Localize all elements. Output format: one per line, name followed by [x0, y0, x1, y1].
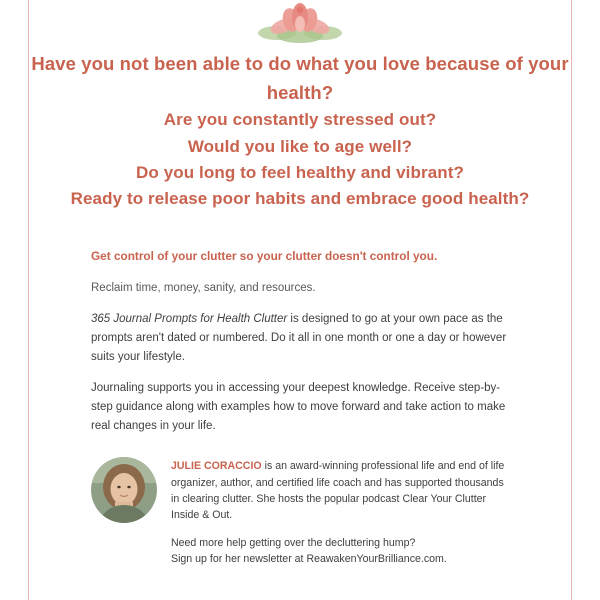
product-description-paragraph	[91, 310, 509, 366]
headline-5: Ready to release poor habits and embrace good health?	[70, 189, 530, 209]
bio-text-block	[171, 457, 509, 567]
cta-line-1: Need more help getting over the decluttering hump?	[171, 536, 416, 549]
avatar	[91, 457, 157, 523]
lead-paragraph: Get control of your clutter so your clutter doesn't control you.	[91, 248, 438, 263]
bio-description-paragraph	[171, 458, 509, 524]
author-bio-block	[91, 457, 509, 567]
reclaim-paragraph: Reclaim time, money, sanity, and resources.	[91, 281, 316, 294]
headline-3: Would you like to age well?	[187, 136, 413, 156]
headline-block	[0, 50, 600, 213]
journaling-paragraph: Journaling supports you in accessing your deepest knowledge. Receive step-by-step guidance along with examples how to move forward and take action to make real changes in your life.	[91, 382, 506, 432]
author-description: is an award-winning professional life and end of life organizer, author, and certified life coach and has supported thousands in clearing clutter. She hosts the popular podcast Clear Your Clutter Inside & Out.	[171, 460, 505, 522]
lotus-flower-logo-icon	[257, 0, 343, 44]
logo-container	[0, 0, 600, 42]
headline-4: Do you long to feel healthy and vibrant?	[136, 163, 464, 183]
cta-line-2: Sign up for her newsletter at ReawakenYourBrilliance.com.	[171, 553, 447, 566]
product-description-rest: is designed to go at your own pace as the prompts aren't dated or numbered. Do it all in one month or one a day or however suits your lifestyle.	[91, 313, 507, 363]
headline-2: Are you constantly stressed out?	[163, 110, 437, 130]
body-copy-block	[91, 247, 509, 435]
headline-1: Have you not been able to do what you love because of your health?	[31, 53, 569, 103]
product-title: 365 Journal Prompts for Health Clutter	[91, 313, 288, 326]
author-name: JULIE CORACCIO	[171, 460, 262, 473]
